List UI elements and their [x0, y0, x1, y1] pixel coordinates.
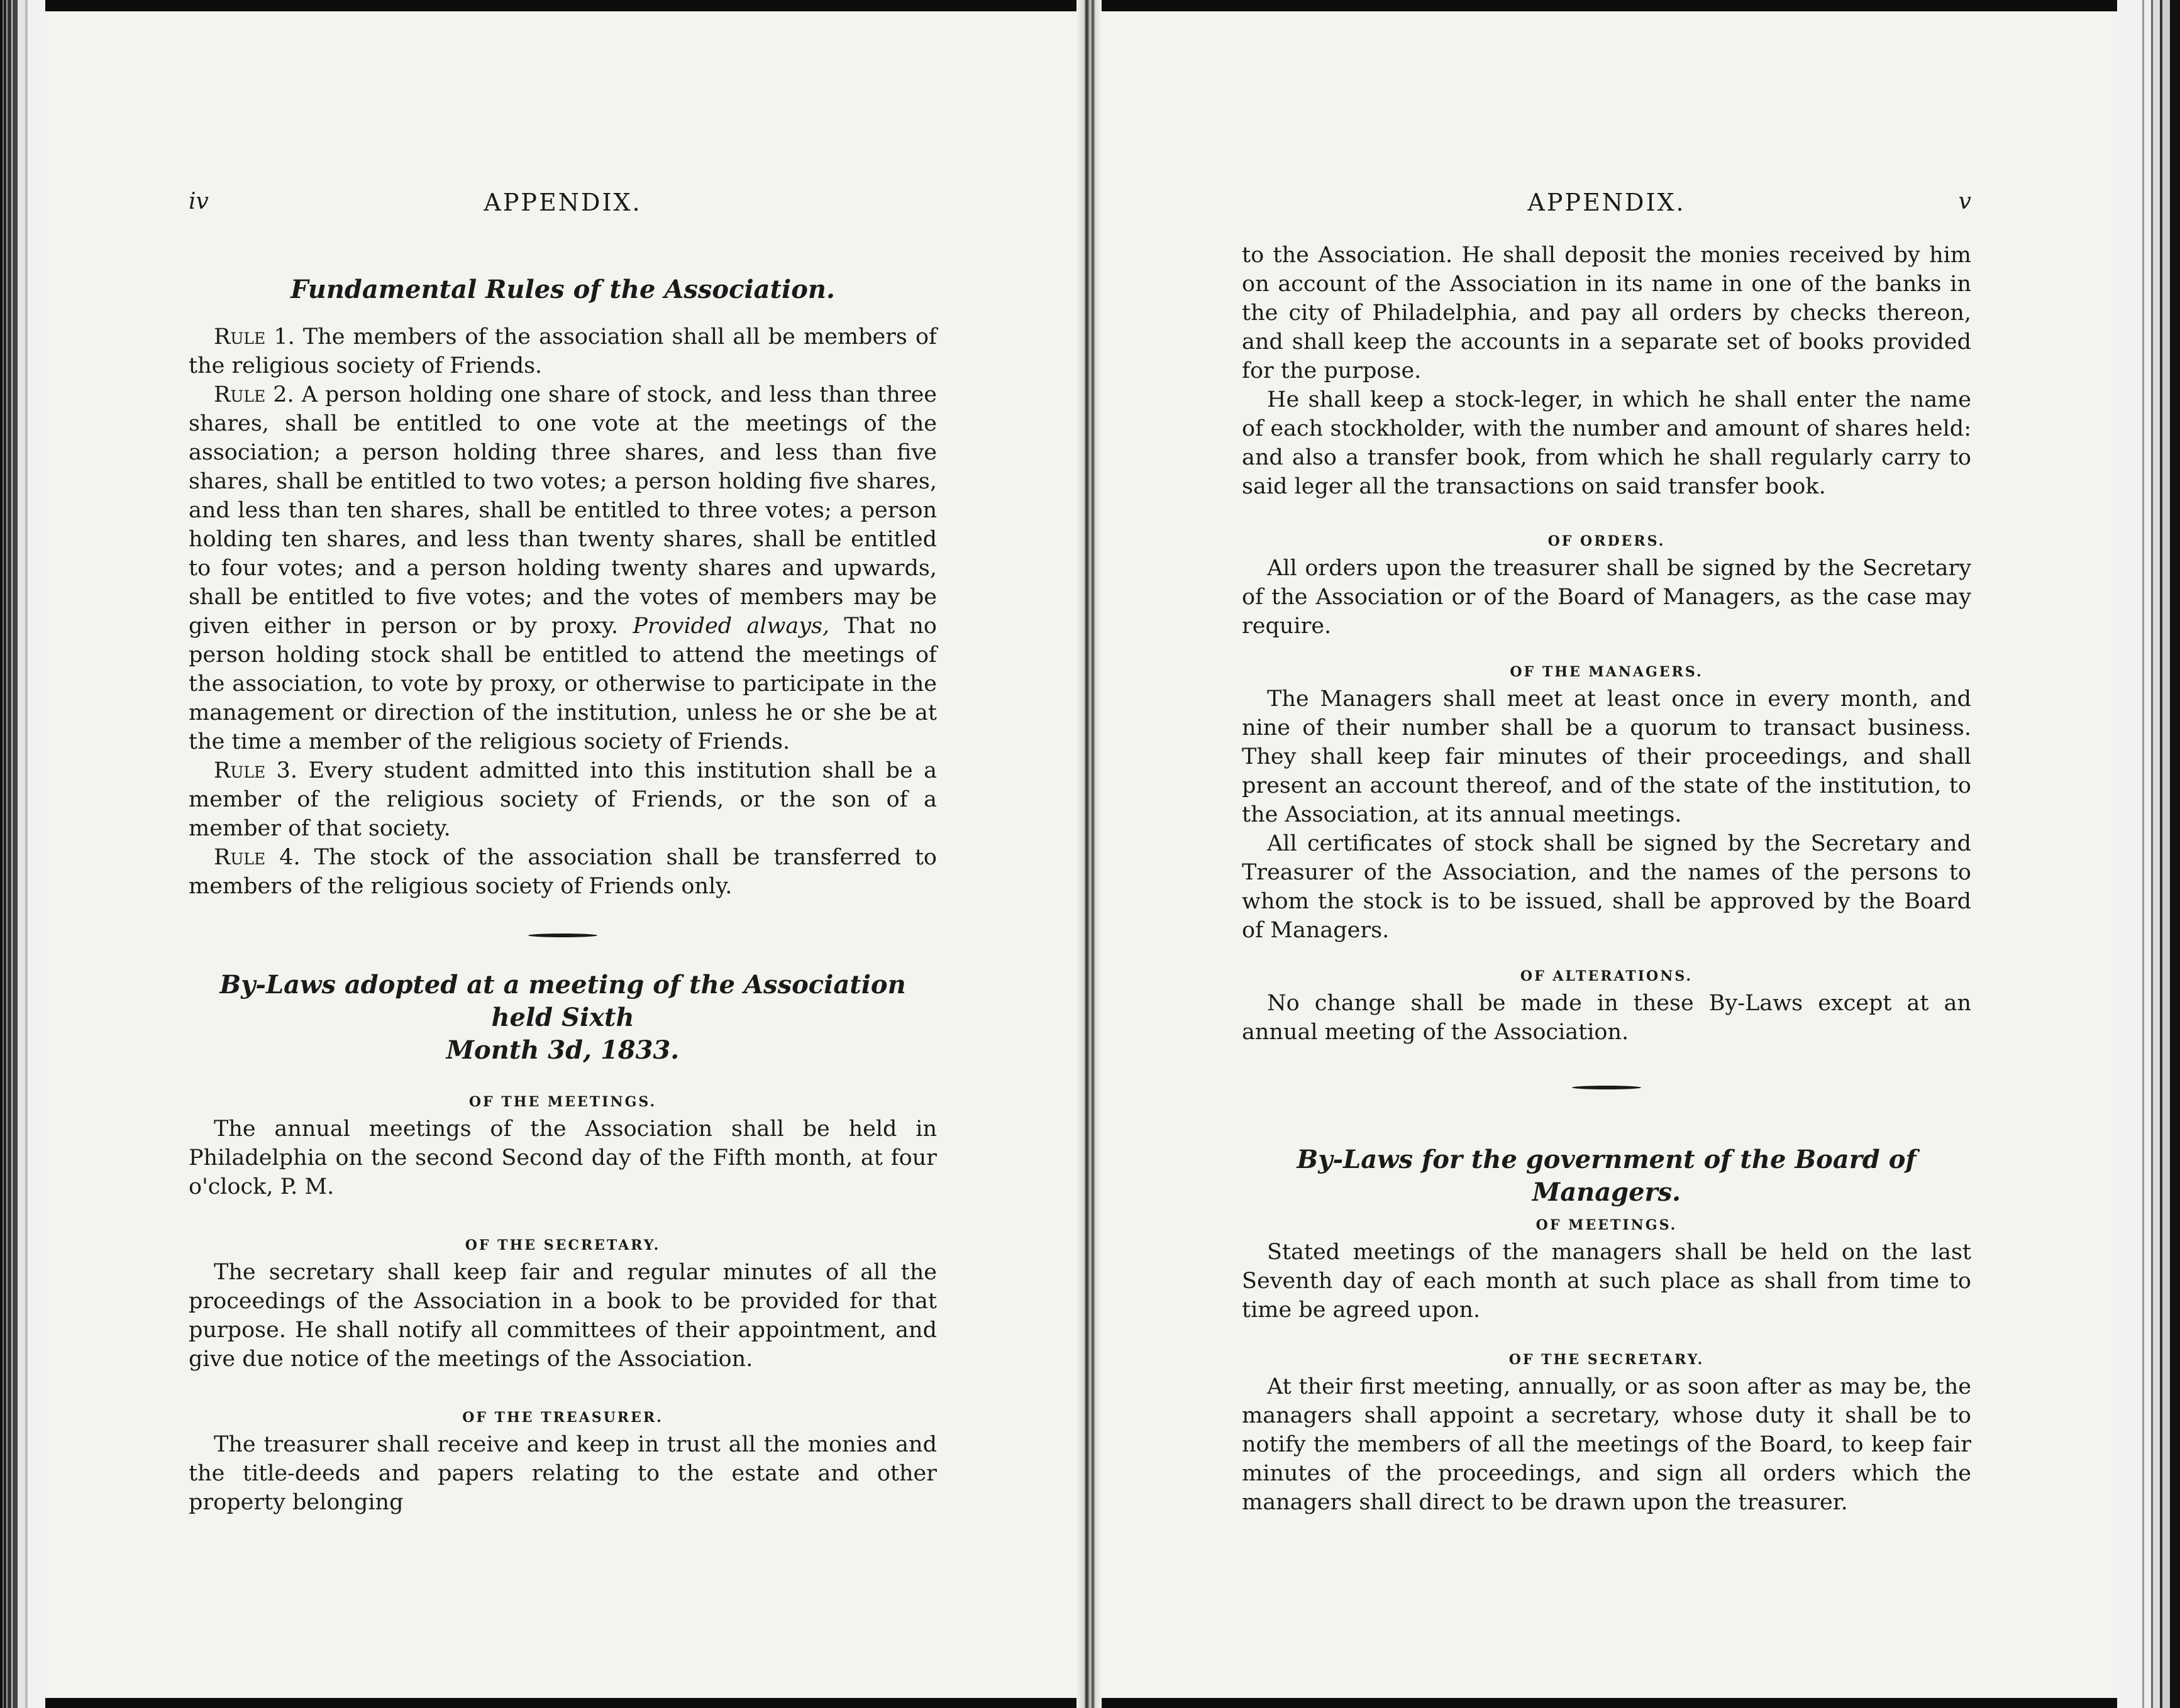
alterations-heading: OF ALTERATIONS.: [1520, 968, 1693, 984]
fundamental-rules-title: Fundamental Rules of the Association.: [290, 275, 835, 304]
treasurer-paragraph: The treasurer shall receive and keep in trust all the monies and the title-deeds and papers relating to the estate and other property belonging: [189, 1432, 937, 1515]
right-running-title: APPENDIX.: [1527, 189, 1686, 216]
rule-label: Rule 2.: [214, 382, 294, 407]
managers-paragraph: The Managers shall meet at least once in every month, and nine of their number shall be a quorum to transact business. They shall keep fair minutes of their proceedings, and shall present an account thereof, and of the state of the institution, to the Association, at its annual meetings.: [1242, 686, 1971, 827]
board-secretary-paragraph: At their first meeting, annually, or as soon after as may be, the managers shall appoint a secretary, whose duty it shall be to notify the members of all the meetings of the Board, to keep fair minutes of the proceedings, and sign all orders which the managers shall direct to be drawn upon the treasurer.: [1242, 1374, 1971, 1515]
right-page-content: [1242, 241, 1971, 1517]
managers-heading: OF THE MANAGERS.: [1510, 664, 1703, 680]
rule-label: Rule 3.: [214, 758, 298, 783]
left-page-content: [189, 273, 937, 1517]
divider-ornament: [189, 922, 937, 947]
secretary-paragraph: The secretary shall keep fair and regular minutes of all the proceedings of the Association in a book to be provided for that purpose. He shall notify all committees of their appointment, and give due notice of the meetings of the Association.: [189, 1260, 937, 1372]
proviso-emphasis: Provided always,: [633, 614, 830, 639]
stock-leger-paragraph: He shall keep a stock-leger, in which he shall enter the name of each stockholder, with the number and amount of shares held: and also a transfer book, from which he shall regularly carry to said leger all the transactions on said transfer book.: [1242, 387, 1971, 499]
rule-4: [189, 843, 937, 901]
board-bylaws-title: By-Laws for the government of the Board of Managers.: [1297, 1145, 1917, 1207]
treasurer-heading: OF THE TREASURER.: [462, 1409, 663, 1426]
meetings-paragraph: The annual meetings of the Association shall be held in Philadelphia on the second Second day of the Fifth month, at four o'clock, P. M.: [189, 1116, 937, 1199]
treasurer-continuation: to the Association. He shall deposit the monies received by him on account of the Association in its name in one of the banks in the city of Philadelphia, and pay all orders by checks thereon, and shall keep the accounts in a separate set of books provided for the purpose.: [1242, 243, 1971, 383]
left-page: [189, 0, 937, 1708]
rule-text: Every student admitted into this institution shall be a member of the religious society of Friends, or the son of a member of that society.: [189, 758, 937, 841]
meetings-heading: OF THE MEETINGS.: [468, 1094, 657, 1110]
bylaws-title-line-2: Month 3d, 1833.: [446, 1035, 680, 1065]
right-running-head: [1242, 189, 1971, 226]
board-secretary-heading: OF THE SECRETARY.: [1508, 1352, 1705, 1368]
left-running-title: APPENDIX.: [484, 189, 642, 216]
board-meetings-heading: OF MEETINGS.: [1535, 1217, 1678, 1233]
rule-text: The stock of the association shall be transferred to members of the religious society of Friends only.: [189, 845, 937, 899]
rule-text: The members of the association shall all be members of the religious society of Friends.: [189, 324, 937, 378]
rule-2: [189, 380, 937, 756]
orders-heading: OF ORDERS.: [1547, 533, 1666, 549]
board-meetings-paragraph: Stated meetings of the managers shall be held on the last Seventh day of each month at such place as shall from time to time be agreed upon.: [1242, 1240, 1971, 1323]
left-folio: iv: [189, 189, 209, 214]
divider-ornament: [1242, 1074, 1971, 1099]
alterations-paragraph: No change shall be made in these By-Laws except at an annual meeting of the Association.: [1242, 991, 1971, 1045]
rule-text: A person holding one share of stock, and less than three shares, shall be entitled to one vote at the meetings of the association; a person holding three shares, and less than five shares, shall be entitled to two votes; a person holding five shares, and less than ten shares, shall be entitled to three votes; a person holding ten shares, and less than twenty shares, shall be entitled to four votes; and a person holding twenty shares and upwards, shall be entitled to five votes; and the votes of members may be given either in person or by proxy.: [189, 382, 937, 639]
proviso-text: That no person holding stock shall be entitled to attend the meetings of the association, to vote by proxy, or otherwise to participate in the management or direction of the institution, unless he or she be at the time a member of the religious society of Friends.: [189, 614, 937, 754]
certificates-paragraph: All certificates of stock shall be signed by the Secretary and Treasurer of the Association, and the names of the persons to whom the stock is to be issued, shall be approved by the Board of Managers.: [1242, 831, 1971, 943]
rule-1: [189, 322, 937, 380]
secretary-heading: OF THE SECRETARY.: [465, 1237, 661, 1253]
bylaws-title-line-1: By-Laws adopted at a meeting of the Association held Sixth: [219, 970, 906, 1032]
rule-label: Rule 1.: [214, 324, 295, 350]
book-edge-right: [2117, 0, 2180, 1708]
book-gutter: [1076, 0, 1102, 1708]
rule-label: Rule 4.: [214, 845, 301, 870]
right-folio: v: [1958, 189, 1971, 214]
right-page: [1242, 0, 1971, 1708]
orders-paragraph: All orders upon the treasurer shall be signed by the Secretary of the Association or of the Board of Managers, as the case may require.: [1242, 556, 1971, 639]
left-running-head: [189, 189, 937, 226]
book-edge-left: [0, 0, 45, 1708]
rule-3: [189, 756, 937, 843]
